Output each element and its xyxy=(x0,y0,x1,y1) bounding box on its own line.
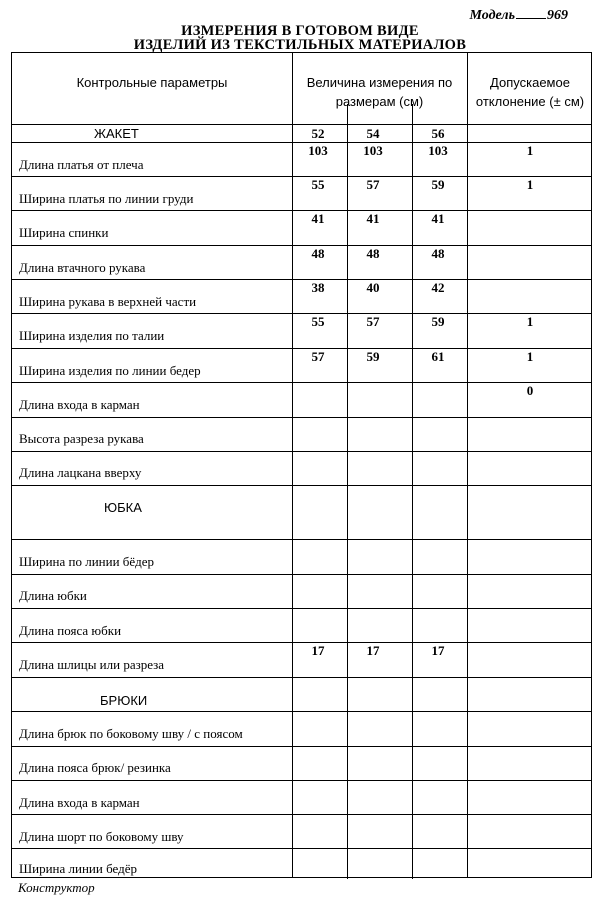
row-divider xyxy=(12,348,591,349)
row-value-size-52: 103 xyxy=(308,143,328,158)
header-tolerance-line1: Допускаемое xyxy=(490,75,570,90)
row-divider xyxy=(12,608,591,609)
row-divider xyxy=(12,382,591,383)
row-label: Длина юбки xyxy=(19,588,87,603)
row-tolerance: 1 xyxy=(526,349,534,364)
row-tolerance: 1 xyxy=(526,177,534,192)
row-value-size-52: 38 xyxy=(311,280,325,295)
section-trousers: БРЮКИ xyxy=(100,693,148,708)
row-divider xyxy=(12,417,591,418)
row-label: Длина входа в карман xyxy=(19,795,140,810)
row-value-size-56: 59 xyxy=(431,314,445,329)
row-value-size-52: 48 xyxy=(311,246,325,261)
row-value-size-52: 55 xyxy=(311,177,325,192)
row-label: Длина шлицы или разреза xyxy=(19,657,165,672)
measurements-table xyxy=(11,52,592,878)
row-label: Ширина рукава в верхней части xyxy=(19,294,197,309)
model-number: Модель 969 xyxy=(469,8,568,23)
row-value-size-56: 48 xyxy=(431,246,445,261)
row-tolerance: 1 xyxy=(526,143,534,158)
row-label: Длина платья от плеча xyxy=(19,157,144,172)
row-value-size-56: 17 xyxy=(431,643,445,658)
row-label: Длина шорт по боковому шву xyxy=(19,829,184,844)
document-title-line1: ИЗМЕРЕНИЯ В ГОТОВОМ ВИДЕ xyxy=(181,23,419,39)
row-divider xyxy=(12,642,591,643)
row-divider xyxy=(12,210,591,211)
row-divider xyxy=(12,176,591,177)
row-divider xyxy=(12,814,591,815)
row-value-size-52: 17 xyxy=(311,643,325,658)
row-divider xyxy=(12,711,591,712)
row-value-size-52: 55 xyxy=(311,314,325,329)
row-divider xyxy=(12,574,591,575)
header-parameters: Контрольные параметры xyxy=(76,75,228,90)
row-label: Длина лацкана вверху xyxy=(19,465,142,480)
row-value-size-56: 59 xyxy=(431,177,445,192)
row-divider xyxy=(12,848,591,849)
row-label: Ширина изделия по линии бедер xyxy=(19,363,201,378)
row-label: Длина втачного рукава xyxy=(19,260,146,275)
row-divider xyxy=(12,245,591,246)
row-divider xyxy=(12,313,591,314)
row-divider xyxy=(12,485,591,486)
row-divider xyxy=(12,780,591,781)
row-value-size-56: 61 xyxy=(431,349,445,364)
row-value-size-54: 48 xyxy=(366,246,380,261)
row-value-size-52: 41 xyxy=(311,211,325,226)
row-label: Ширина изделия по талии xyxy=(19,328,165,343)
row-label: Длина пояса юбки xyxy=(19,623,122,638)
row-label: Длина пояса брюк/ резинка xyxy=(19,760,171,775)
document-title-line2: ИЗДЕЛИЙ ИЗ ТЕКСТИЛЬНЫХ МАТЕРИАЛОВ xyxy=(133,37,467,53)
row-value-size-54: 103 xyxy=(363,143,383,158)
row-value-size-56: 41 xyxy=(431,211,445,226)
row-value-size-54: 59 xyxy=(366,349,380,364)
footer-constructor: Конструктор xyxy=(18,880,95,895)
row-value-size-54: 41 xyxy=(366,211,380,226)
row-label: Высота разреза рукава xyxy=(19,431,144,446)
header-sizes-line2: размерам (см) xyxy=(335,94,424,109)
row-tolerance: 0 xyxy=(526,383,534,398)
size-54: 54 xyxy=(366,126,380,141)
row-label: Ширина линии бедёр xyxy=(19,861,137,876)
row-label: Ширина по линии бёдер xyxy=(19,554,155,569)
row-value-size-56: 103 xyxy=(428,143,448,158)
size-52: 52 xyxy=(311,126,325,141)
row-divider xyxy=(12,451,591,452)
row-value-size-54: 17 xyxy=(366,643,380,658)
row-divider xyxy=(12,539,591,540)
section-jacket: ЖАКЕТ xyxy=(94,126,139,141)
row-divider xyxy=(12,142,591,143)
row-tolerance: 1 xyxy=(526,314,534,329)
model-underline xyxy=(516,18,546,19)
row-divider xyxy=(12,746,591,747)
row-divider xyxy=(12,677,591,678)
row-value-size-54: 40 xyxy=(366,280,380,295)
header-tolerance-line2: отклонение (± см) xyxy=(475,94,585,109)
row-label: Ширина платья по линии груди xyxy=(19,191,194,206)
row-value-size-56: 42 xyxy=(431,280,445,295)
size-56: 56 xyxy=(431,126,445,141)
row-value-size-52: 57 xyxy=(311,349,325,364)
row-value-size-54: 57 xyxy=(366,314,380,329)
row-label: Длина брюк по боковому шву / с поясом xyxy=(19,726,243,741)
row-divider xyxy=(12,124,591,125)
row-label: Длина входа в карман xyxy=(19,397,140,412)
header-sizes-line1: Величина измерения по xyxy=(306,75,453,90)
row-value-size-54: 57 xyxy=(366,177,380,192)
section-skirt: ЮБКА xyxy=(104,500,142,515)
row-label: Ширина спинки xyxy=(19,225,109,240)
row-divider xyxy=(12,279,591,280)
